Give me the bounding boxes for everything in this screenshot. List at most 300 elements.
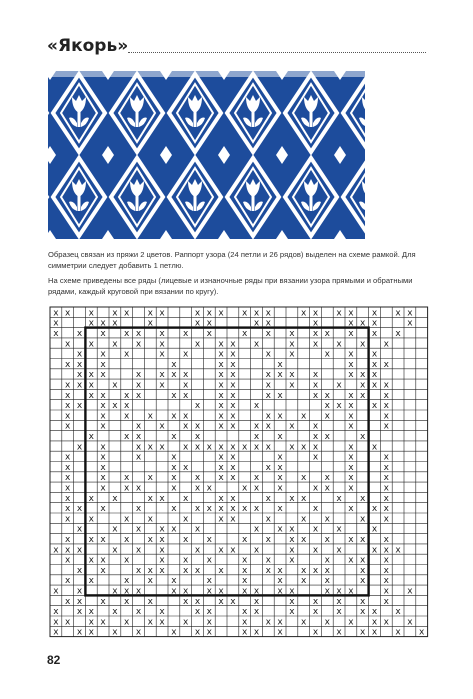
chart-cell-mark: x [135, 586, 142, 597]
chart-cell-mark: x [218, 596, 224, 607]
chart-cell-mark: x [171, 576, 177, 587]
chart-cell-mark: x [171, 359, 177, 370]
chart-cell-mark: x [265, 565, 271, 576]
chart-cell-mark: x [218, 452, 224, 463]
chart-cell-mark: x [194, 483, 201, 494]
chart-cell-mark: x [230, 545, 236, 556]
chart-cell-mark: x [265, 411, 271, 422]
chart-cell-mark: x [135, 483, 142, 494]
chart-cell-mark: x [100, 411, 106, 422]
chart-cell-mark: x [265, 514, 271, 525]
chart-cell-mark: x [348, 349, 354, 360]
chart-cell-mark: x [88, 318, 94, 329]
chart-cell-mark: x [194, 627, 201, 638]
chart-cell-mark: x [218, 504, 224, 515]
chart-cell-mark: x [289, 607, 295, 618]
chart-cell-mark: x [324, 576, 330, 587]
chart-cell-mark: x [371, 442, 378, 453]
chart-cell-mark: x [265, 390, 271, 401]
chart-cell-mark: x [371, 359, 378, 370]
chart-cell-mark: x [147, 411, 153, 422]
chart-cell-mark: x [277, 627, 283, 638]
chart-cell-mark: x [242, 308, 248, 319]
chart-cell-mark: x [230, 514, 236, 525]
chart-cell-mark: x [360, 318, 366, 329]
chart-cell-mark: x [65, 514, 71, 525]
chart-cell-mark: x [277, 462, 283, 473]
chart-cell-mark: x [277, 576, 283, 587]
chart-cell-mark: x [395, 627, 401, 638]
chart-cell-mark: x [100, 442, 106, 453]
chart-cell-mark: x [383, 514, 389, 525]
chart-cell-mark: x [383, 493, 389, 504]
chart-cell-mark: x [218, 339, 224, 350]
page-title: «Якорь» [47, 36, 129, 56]
chart-cell-mark: x [218, 401, 224, 412]
chart-cell-mark: x [194, 596, 201, 607]
chart-cell-mark: x [289, 596, 295, 607]
chart-cell-mark: x [124, 555, 130, 566]
chart-cell-mark: x [371, 308, 378, 319]
chart-cell-mark: x [230, 349, 236, 360]
chart-cell-mark: x [265, 493, 271, 504]
chart-cell-mark: x [112, 318, 118, 329]
chart-cell-mark: x [171, 524, 177, 535]
chart-cell-mark: x [360, 596, 366, 607]
chart-cell-mark: x [194, 339, 201, 350]
chart-cell-mark: x [183, 617, 189, 628]
chart-cell-mark: x [242, 586, 248, 597]
chart-cell-mark: x [194, 421, 201, 432]
chart-cell-mark: x [265, 349, 271, 360]
chart-cell-mark: x [124, 576, 130, 587]
chart-cell-mark: x [360, 535, 366, 546]
chart-cell-mark: x [147, 565, 153, 576]
chart-cell-mark: x [100, 565, 106, 576]
chart-cell-mark: x [277, 586, 283, 597]
chart-cell-mark: x [124, 596, 130, 607]
chart-cell-mark: x [348, 473, 354, 484]
chart-cell-mark: x [324, 514, 330, 525]
chart-cell-mark: x [124, 514, 130, 525]
chart-cell-mark: x [183, 349, 189, 360]
chart-cell-mark: x [265, 535, 271, 546]
chart-cell-mark: x [360, 370, 366, 381]
chart-cell-mark: x [348, 318, 354, 329]
chart-cell-mark: x [336, 586, 342, 597]
chart-cell-mark: x [76, 545, 83, 556]
chart-cell-mark: x [383, 504, 389, 515]
chart-cell-mark: x [112, 339, 118, 350]
chart-cell-mark: x [265, 617, 271, 628]
chart-cell-mark: x [76, 329, 83, 340]
chart-cell-mark: x [65, 401, 71, 412]
chart-cell-mark: x [265, 318, 271, 329]
chart-cell-mark: x [218, 370, 224, 381]
chart-cell-mark: x [360, 432, 366, 443]
chart-cell-mark: x [312, 627, 319, 638]
chart-cell-mark: x [88, 627, 94, 638]
chart-cell-mark: x [253, 545, 260, 556]
chart-cell-mark: x [194, 401, 201, 412]
chart-cell-mark: x [76, 380, 83, 391]
chart-cell-mark: x [289, 380, 295, 391]
chart-cell-mark: x [253, 308, 260, 319]
chart-cell-mark: x [312, 380, 319, 391]
chart-cell-mark: x [371, 545, 378, 556]
chart-cell-mark: x [65, 596, 71, 607]
chart-cell-mark: x [135, 421, 142, 432]
chart-cell-mark: x [312, 318, 319, 329]
chart-cell-mark: x [312, 504, 319, 515]
chart-cell-mark: x [100, 483, 106, 494]
chart-cell-mark: x [100, 370, 106, 381]
chart-cell-mark: x [312, 308, 319, 319]
chart-cell-mark: x [65, 504, 71, 515]
chart-cell-mark: x [100, 504, 106, 515]
chart-cell-mark: x [348, 555, 354, 566]
chart-cell-mark: x [253, 504, 260, 515]
chart-cell-mark: x [383, 473, 389, 484]
chart-cell-mark: x [100, 390, 106, 401]
chart-cell-mark: x [324, 586, 330, 597]
chart-cell-mark: x [88, 432, 94, 443]
chart-cell-mark: x [324, 535, 330, 546]
chart-cell-mark: x [383, 339, 389, 350]
chart-cell-mark: x [289, 535, 295, 546]
chart-cell-mark: x [383, 483, 389, 494]
chart-cell-mark: x [88, 308, 94, 319]
chart-cell-mark: x [312, 545, 319, 556]
chart-cell-mark: x [230, 359, 236, 370]
chart-cell-mark: x [147, 308, 153, 319]
chart-cell-mark: x [100, 452, 106, 463]
chart-cell-mark: x [124, 329, 130, 340]
chart-cell-mark: x [230, 442, 236, 453]
chart-cell-mark: x [159, 349, 165, 360]
chart-cell-mark: x [218, 308, 224, 319]
chart-cell-mark: x [230, 401, 236, 412]
chart-cell-mark: x [194, 308, 201, 319]
chart-cell-mark: x [147, 318, 153, 329]
chart-cell-mark: x [147, 596, 153, 607]
chart-cell-mark: x [312, 483, 319, 494]
chart-cell-mark: x [348, 421, 354, 432]
chart-cell-mark: x [277, 452, 283, 463]
chart-cell-mark: x [206, 308, 212, 319]
chart-cell-mark: x [135, 370, 142, 381]
chart-cell-mark: x [253, 401, 260, 412]
chart-cell-mark: x [277, 411, 283, 422]
chart-cell-mark: x [147, 576, 153, 587]
chart-cell-mark: x [194, 545, 201, 556]
chart-cell-mark: x [242, 504, 248, 515]
chart-cell-mark: x [383, 617, 389, 628]
chart-cell-mark: x [383, 555, 389, 566]
chart-cell-mark: x [135, 565, 142, 576]
chart-cell-mark: x [124, 617, 130, 628]
chart-cell-mark: x [324, 555, 330, 566]
chart-cell-mark: x [230, 493, 236, 504]
chart-cell-mark: x [312, 442, 319, 453]
chart-cell-mark: x [53, 318, 59, 329]
chart-cell-mark: x [383, 401, 389, 412]
chart-cell-mark: x [206, 329, 212, 340]
chart-cell-mark: x [112, 607, 118, 618]
chart-cell-mark: x [312, 370, 319, 381]
chart-cell-mark: x [348, 483, 354, 494]
chart-cell-mark: x [147, 493, 153, 504]
chart-cell-mark: x [194, 318, 201, 329]
chart-cell-mark: x [206, 504, 212, 515]
chart-cell-mark: x [65, 462, 71, 473]
chart-cell-mark: x [53, 308, 59, 319]
chart-cell-mark: x [171, 483, 177, 494]
page-number: 82 [47, 653, 61, 667]
chart-cell-mark: x [206, 555, 212, 566]
chart-cell-mark: x [171, 627, 177, 638]
chart-cell-mark: x [159, 442, 165, 453]
chart-cell-mark: x [242, 607, 248, 618]
chart-cell-mark: x [53, 617, 59, 628]
chart-cell-mark: x [395, 329, 401, 340]
chart-cell-mark: x [100, 596, 106, 607]
chart-cell-mark: x [324, 411, 330, 422]
chart-cell-mark: x [194, 473, 201, 484]
chart-cell-mark: x [218, 514, 224, 525]
chart-cell-mark: x [76, 370, 83, 381]
chart-cell-mark: x [383, 535, 389, 546]
chart-cell-mark: x [171, 411, 177, 422]
chart-cell-mark: x [230, 473, 236, 484]
chart-cell-mark: x [183, 493, 189, 504]
chart-cell-mark: x [183, 411, 189, 422]
chart-cell-mark: x [230, 421, 236, 432]
chart-cell-mark: x [324, 617, 330, 628]
chart-cell-mark: x [383, 390, 389, 401]
chart-cell-mark: x [53, 329, 59, 340]
chart-cell-mark: x [230, 596, 236, 607]
chart-cell-mark: x [383, 421, 389, 432]
chart-cell-mark: x [348, 329, 354, 340]
chart-cell-mark: x [194, 432, 201, 443]
chart-cell-mark: x [312, 390, 319, 401]
chart-cell-mark: x [383, 576, 389, 587]
chart-cell-mark: x [336, 308, 342, 319]
chart-cell-mark: x [159, 565, 165, 576]
chart-cell-mark: x [76, 565, 83, 576]
chart-cell-mark: x [242, 617, 248, 628]
description-paragraph: Образец связан из пряжи 2 цветов. Раппорт узора (24 петли и 26 рядов) выделен на схеме рамкой. Для симметрии следует добавить 1 петлю. [48, 250, 416, 270]
chart-cell-mark: x [100, 349, 106, 360]
chart-cell-mark: x [242, 483, 248, 494]
chart-cell-mark: x [53, 586, 59, 597]
chart-cell-mark: x [371, 607, 378, 618]
chart-cell-mark: x [124, 401, 130, 412]
chart-cell-mark: x [218, 421, 224, 432]
chart-cell-mark: x [289, 545, 295, 556]
chart-cell-mark: x [100, 473, 106, 484]
chart-cell-mark: x [242, 576, 248, 587]
chart-cell-mark: x [65, 390, 71, 401]
chart-cell-mark: x [277, 524, 283, 535]
chart-cell-mark: x [371, 318, 378, 329]
chart-cell-mark: x [65, 545, 71, 556]
chart-cell-mark: x [253, 432, 260, 443]
chart-cell-mark: x [100, 421, 106, 432]
chart-cell-mark: x [76, 607, 83, 618]
chart-cell-mark: x [65, 483, 71, 494]
chart-cell-mark: x [383, 462, 389, 473]
chart-cell-mark: x [242, 329, 248, 340]
chart-cell-mark: x [206, 442, 212, 453]
chart-cell-mark: x [371, 329, 378, 340]
chart-cell-mark: x [336, 627, 342, 638]
chart-cell-mark: x [253, 596, 260, 607]
chart-cell-mark: x [301, 576, 307, 587]
chart-cell-mark: x [277, 370, 283, 381]
chart-cell-mark: x [360, 514, 366, 525]
chart-cell-mark: x [147, 442, 153, 453]
chart-cell-mark: x [360, 555, 366, 566]
chart-cell-mark: x [289, 421, 295, 432]
chart-cell-mark: x [76, 586, 83, 597]
chart-cell-mark: x [301, 442, 307, 453]
chart-cell-mark: x [194, 504, 201, 515]
chart-cell-mark: x [277, 432, 283, 443]
chart-cell-mark: x [135, 524, 142, 535]
chart-cell-mark: x [124, 473, 130, 484]
chart-cell-mark: x [301, 308, 307, 319]
chart-cell-mark: x [265, 462, 271, 473]
chart-cell-mark: x [147, 514, 153, 525]
chart-cell-mark: x [88, 380, 94, 391]
chart-cell-mark: x [301, 514, 307, 525]
chart-cell-mark: x [277, 483, 283, 494]
chart-cell-mark: x [253, 483, 260, 494]
chart-cell-mark: x [218, 359, 224, 370]
chart-cell-mark: x [395, 607, 401, 618]
chart-cell-mark: x [183, 462, 189, 473]
chart-cell-mark: x [253, 339, 260, 350]
chart-cell-mark: x [183, 442, 189, 453]
chart-cell-mark: x [230, 411, 236, 422]
chart-cell-mark: x [383, 565, 389, 576]
chart-cell-mark: x [360, 380, 366, 391]
chart-cell-mark: x [112, 627, 118, 638]
chart-cell-mark: x [76, 596, 83, 607]
chart-cell-mark: x [135, 627, 142, 638]
chart-cell-mark: x [65, 555, 71, 566]
chart-cell-mark: x [289, 329, 295, 340]
chart-cell-mark: x [277, 473, 283, 484]
chart-cell-mark: x [100, 359, 106, 370]
chart-cell-mark: x [336, 493, 342, 504]
chart-cell-mark: x [112, 545, 118, 556]
chart-cell-mark: x [230, 390, 236, 401]
chart-cell-mark: x [218, 473, 224, 484]
chart-cell-mark: x [65, 380, 71, 391]
chart-cell-mark: x [360, 607, 366, 618]
chart-cell-mark: x [65, 339, 71, 350]
chart-cell-mark: x [194, 524, 201, 535]
chart-cell-mark: x [360, 627, 366, 638]
chart-cell-mark: x [253, 421, 260, 432]
chart-cell-mark: x [230, 462, 236, 473]
chart-cell-mark: x [301, 617, 307, 628]
chart-cell-mark: x [100, 318, 106, 329]
chart-cell-mark: x [183, 390, 189, 401]
chart-cell-mark: x [242, 442, 248, 453]
chart-cell-mark: x [135, 390, 142, 401]
chart-cell-mark: x [253, 318, 260, 329]
chart-cell-mark: x [383, 359, 389, 370]
chart-cell-mark: x [348, 462, 354, 473]
chart-cell-mark: x [183, 514, 189, 525]
chart-cell-mark: x [112, 401, 118, 412]
chart-cell-mark: x [371, 401, 378, 412]
chart-cell-mark: x [277, 359, 283, 370]
chart-cell-mark: x [407, 318, 413, 329]
chart-cell-mark: x [253, 524, 260, 535]
chart-cell-mark: x [348, 504, 354, 515]
chart-cell-mark: x [65, 535, 71, 546]
chart-cell-mark: x [324, 401, 330, 412]
chart-cell-mark: x [88, 535, 94, 546]
chart-cell-mark: x [312, 565, 319, 576]
chart-cell-mark: x [100, 555, 106, 566]
chart-cell-mark: x [88, 607, 94, 618]
chart-cell-mark: x [336, 596, 342, 607]
chart-cell-mark: x [183, 380, 189, 391]
chart-cell-mark: x [159, 535, 165, 546]
chart-cell-mark: x [324, 483, 330, 494]
chart-cell-mark: x [112, 524, 118, 535]
chart-cell-mark: x [336, 524, 342, 535]
chart-cell-mark: x [336, 339, 342, 350]
chart-cell-mark: x [135, 339, 142, 350]
chart-cell-mark: x [206, 576, 212, 587]
chart-cell-mark: x [218, 442, 224, 453]
chart-cell-mark: x [407, 586, 413, 597]
chart-cell-mark: x [348, 535, 354, 546]
chart-cell-mark: x [206, 627, 212, 638]
chart-cell-mark: x [371, 627, 378, 638]
chart-cell-mark: x [159, 555, 165, 566]
chart-cell-mark: x [348, 370, 354, 381]
chart-cell-mark: x [171, 586, 177, 597]
chart-cell-mark: x [183, 555, 189, 566]
chart-cell-mark: x [218, 565, 224, 576]
chart-cell-mark: x [253, 627, 260, 638]
chart-cell-mark: x [348, 411, 354, 422]
chart-cell-mark: x [112, 586, 118, 597]
chart-cell-mark: x [218, 380, 224, 391]
chart-cell-mark: x [159, 545, 165, 556]
chart-cell-mark: x [253, 442, 260, 453]
chart-cell-mark: x [135, 380, 142, 391]
chart-cell-mark: x [265, 442, 271, 453]
chart-cell-mark: x [371, 504, 378, 515]
chart-cell-mark: x [183, 565, 189, 576]
chart-cell-mark: x [360, 339, 366, 350]
chart-cell-mark: x [135, 504, 142, 515]
chart-cell-mark: x [277, 617, 283, 628]
chart-cell-mark: x [324, 432, 330, 443]
chart-cell-mark: x [242, 535, 248, 546]
chart-cell-mark: x [135, 607, 142, 618]
chart-cell-mark: x [336, 545, 342, 556]
